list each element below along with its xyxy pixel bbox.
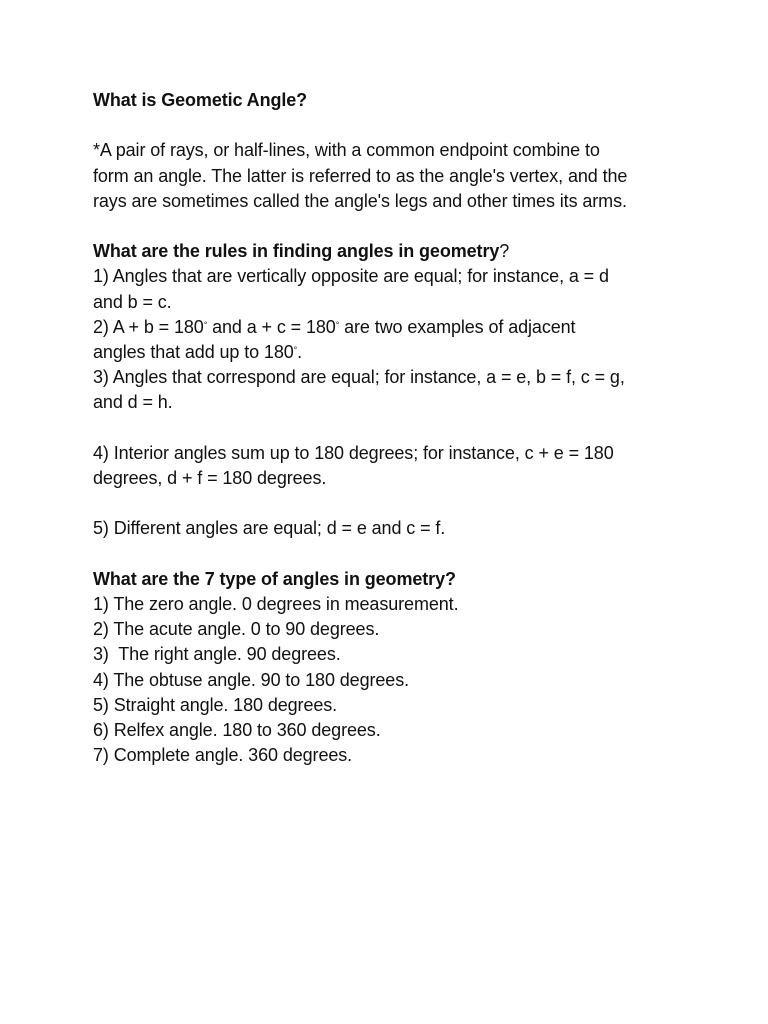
rule-text: angles that add up to 180 [93, 342, 294, 362]
definition-line: *A pair of rays, or half-lines, with a common endpoint combine to [93, 140, 600, 161]
document-body [93, 88, 693, 768]
degree-mark: ° [335, 319, 340, 330]
rule-line: 4) Interior angles sum up to 180 degrees; for instance, c + e = 180 [93, 442, 614, 463]
rules-heading-text: What are the rules in finding angles in geometry [93, 241, 500, 262]
rule-line: 1) Angles that are vertically opposite are equal; for instance, a = d [93, 266, 609, 287]
spacer [93, 113, 693, 138]
rule-line: 3) Angles that correspond are equal; for instance, a = e, b = f, c = g, [93, 367, 625, 388]
spacer [93, 542, 693, 567]
spacer [93, 416, 693, 441]
list-item: 6) Relfex angle. 180 to 360 degrees. [93, 720, 381, 740]
degree-mark: ° [293, 345, 298, 355]
list-item: 5) Straight angle. 180 degrees. [93, 694, 338, 715]
spacer [93, 491, 693, 516]
rule-line [93, 340, 693, 365]
list-item: 7) Complete angle. 360 degrees. [93, 745, 353, 766]
page-title [93, 88, 693, 113]
rule-2 [93, 315, 693, 365]
rule-1 [93, 264, 693, 314]
types-heading-text: What are the 7 type of angles in geometry? [93, 568, 456, 589]
rule-line: and d = h. [93, 392, 173, 413]
list-item: 2) The acute angle. 0 to 90 degrees. [93, 619, 380, 640]
definition-line: form an angle. The latter is referred to as the angle's vertex, and the [93, 165, 628, 186]
angle-types-list [93, 592, 693, 768]
rule-line: and b = c. [93, 291, 172, 312]
rule-text: and a + c = 180 [207, 316, 336, 337]
definition-line: rays are sometimes called the angle's legs and other times its arms. [93, 190, 627, 211]
rule-5 [93, 516, 693, 541]
types-heading [93, 567, 693, 592]
list-item: 4) The obtuse angle. 90 to 180 degrees. [93, 669, 410, 690]
list-item: 3) The right angle. 90 degrees. [93, 644, 341, 665]
title-text: What is Geometic Angle? [93, 90, 308, 110]
rule-line [93, 315, 693, 340]
rule-text: . [297, 342, 303, 362]
degree-mark: ° [203, 319, 208, 330]
spacer [93, 214, 693, 239]
rule-text: are two examples of adjacent [339, 316, 576, 337]
rules-heading [93, 239, 693, 264]
rule-4 [93, 441, 693, 491]
rules-heading-suffix: ? [499, 241, 510, 262]
rule-line: 5) Different angles are equal; d = e and c = f. [93, 518, 446, 539]
rule-3 [93, 365, 693, 415]
rule-line: degrees, d + f = 180 degrees. [93, 468, 327, 488]
list-item: 1) The zero angle. 0 degrees in measurement. [93, 593, 459, 614]
definition-paragraph [93, 138, 693, 214]
rule-text: 2) A + b = 180 [93, 316, 204, 337]
